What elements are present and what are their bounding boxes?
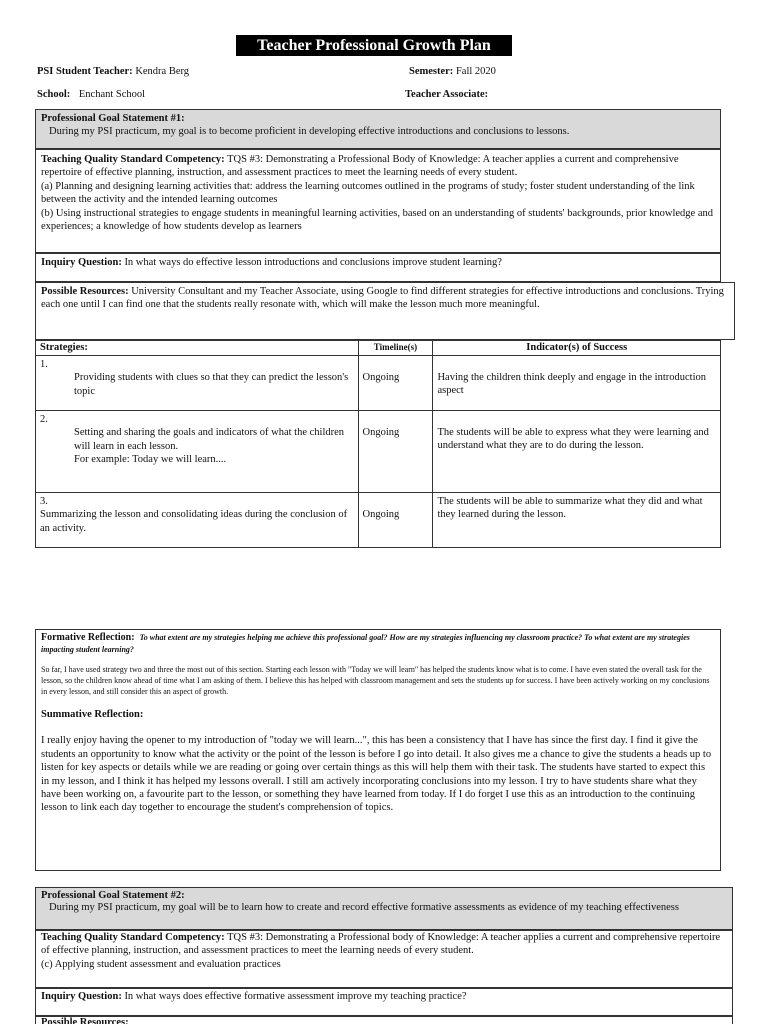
tqs-2-item-c: (c) Applying student assessment and evaluation practices xyxy=(41,958,281,970)
indicator-cell: The students will be able to express what they were learning and understand what they are to do during the lesson. xyxy=(433,411,721,493)
indicators-header: Indicator(s) of Success xyxy=(433,341,721,356)
inquiry-2-label: Inquiry Question: xyxy=(41,991,122,1002)
strategy-text: Providing students with clues so that they can predict the lesson's topic xyxy=(74,372,349,397)
inquiry-1-text: In what ways do effective lesson introductions and conclusions improve student learning? xyxy=(124,257,502,268)
summative-text: I really enjoy having the opener to my introduction of "today we will learn...", this has been a consistency that I have has since the first day. I find it give the students an opportunity to know what the activity or the point of the lesson is before I go into detail. It also gives me a chance to give the students a heads up to listen for key aspects or details while we are reading or going over certain things as this will help them with their task. The students have started to expect this in my lesson, and I think it has helped my lessons overall. I still am actively incorporating conclusions into my lesson. I try to have students share what they have been working on, a favourite part to the lesson, or something they have learned from today. If I do forget I use this as an introduction to the continuing lesson to link each day together to encourage the student's comprehension of topics. xyxy=(41,735,712,814)
tqs-1-item-a: (a) Planning and designing learning activities that: address the learning outcomes outlined in the programs of study; foster student understanding of the link between the activity and the intended learning outcomes xyxy=(41,180,695,206)
goal-statement-2-text: During my PSI practicum, my goal will be to learn how to create and record effective formative assessments as evidence of my teaching effectiveness xyxy=(49,902,679,914)
strategy-text: Setting and sharing the goals and indicators of what the children will learn in each lesson. xyxy=(74,427,345,452)
strategy-number: 2. xyxy=(40,414,48,425)
indicator-cell: The students will be able to summarize what they did and what they learned during the lesson. xyxy=(433,493,721,548)
school-line xyxy=(37,89,145,100)
table-row xyxy=(36,493,721,548)
timeline-header: Timeline(s) xyxy=(358,341,433,356)
reflection-box xyxy=(35,629,721,871)
tqs-competency-2 xyxy=(35,930,733,988)
possible-resources-2 xyxy=(35,1016,733,1024)
formative-prompt: To what extent are my strategies helping me achieve this professional goal? How are my strategies influencing my classroom practice? To what extent are my strategies impacting student learning? xyxy=(41,633,690,654)
tqs-2-label: Teaching Quality Standard Competency: xyxy=(41,932,225,943)
inquiry-2-text: In what ways does effective formative assessment improve my teaching practice? xyxy=(124,991,467,1002)
strategy-text: Summarizing the lesson and consolidating ideas during the conclusion of an activity. xyxy=(40,509,348,534)
semester-value: Fall 2020 xyxy=(455,66,496,77)
semester-line xyxy=(409,66,496,77)
tqs-1-item-b: (b) Using instructional strategies to engage students in meaningful learning activities, based on an understanding of students' backgrounds, prior knowledge and experiences; a knowledge of how students develop as learners xyxy=(41,207,713,233)
strategies-table xyxy=(35,340,721,548)
student-teacher-value: Kendra Berg xyxy=(135,66,190,77)
timeline-cell: Ongoing xyxy=(358,411,433,493)
strategies-table-header xyxy=(36,341,721,356)
resources-1-text: University Consultant and my Teacher Associate, using Google to find different strategies for effective introductions and conclusions. Trying each one until I can find one that the students really resonate with, which will make the lesson much more meaningful. xyxy=(41,286,724,311)
tqs-1-label: Teaching Quality Standard Competency: xyxy=(41,154,225,165)
goal-statement-1-label: Professional Goal Statement #1: xyxy=(41,113,185,124)
tqs-1-text: TQS #3: Demonstrating a Professional Body of Knowledge: A teacher applies a current and comprehensive repertoire of effective planning, instruction, and assessment practices to meet the learning needs of every student. xyxy=(41,154,679,179)
strategy-example: For example: Today we will learn.... xyxy=(74,454,227,466)
formative-label: Formative Reflection: xyxy=(41,632,135,643)
teacher-associate-line xyxy=(405,89,488,100)
strategy-cell xyxy=(36,411,359,493)
strategy-cell xyxy=(36,493,359,548)
document-title: Teacher Professional Growth Plan xyxy=(236,35,512,56)
timeline-cell: Ongoing xyxy=(358,356,433,411)
timeline-cell: Ongoing xyxy=(358,493,433,548)
school-label: School: xyxy=(37,89,71,100)
goal-statement-2 xyxy=(35,887,733,930)
goal-statement-1-text: During my PSI practicum, my goal is to become proficient in developing effective introductions and conclusions to lessons. xyxy=(49,126,570,138)
inquiry-question-1 xyxy=(35,253,721,282)
school-value: Enchant School xyxy=(78,89,146,100)
tqs-competency-1 xyxy=(35,149,721,253)
student-teacher-line xyxy=(37,66,189,77)
teacher-associate-label: Teacher Associate: xyxy=(405,89,489,100)
resources-1-label: Possible Resources: xyxy=(41,286,129,297)
summative-label: Summative Reflection: xyxy=(41,709,144,720)
formative-text: So far, I have used strategy two and three the most out of this section. Starting each lesson with "Today we will learn" has helped the students know what is to come. I have even stated the overall task for the lesson, so the children know ahead of time what I am asking of them. I believe this has helped with classroom management and sets the students up for success. I have been actively working on my conclusions in every lesson, and still consider this an aspect of growth. xyxy=(41,665,710,696)
tqs-2-text: TQS #3: Demonstrating a Professional body of Knowledge: A teacher applies a current and comprehensive repertoire of effective planning, instruction, and assessment practices to meet the learning needs of every student. xyxy=(41,932,721,957)
strategy-number: 1. xyxy=(40,359,48,370)
student-teacher-label: PSI Student Teacher: xyxy=(37,66,133,77)
strategy-number: 3. xyxy=(40,496,48,507)
inquiry-1-label: Inquiry Question: xyxy=(41,257,122,268)
strategy-cell xyxy=(36,356,359,411)
possible-resources-1 xyxy=(35,282,735,340)
indicator-cell: Having the children think deeply and engage in the introduction aspect xyxy=(433,356,721,411)
table-row xyxy=(36,356,721,411)
strategies-header: Strategies: xyxy=(36,341,359,356)
table-row xyxy=(36,411,721,493)
goal-statement-2-label: Professional Goal Statement #2: xyxy=(41,890,185,901)
inquiry-question-2 xyxy=(35,988,733,1016)
resources-2-label: Possible Resources: xyxy=(41,1017,129,1024)
goal-statement-1 xyxy=(35,109,721,149)
semester-label: Semester: xyxy=(409,66,454,77)
